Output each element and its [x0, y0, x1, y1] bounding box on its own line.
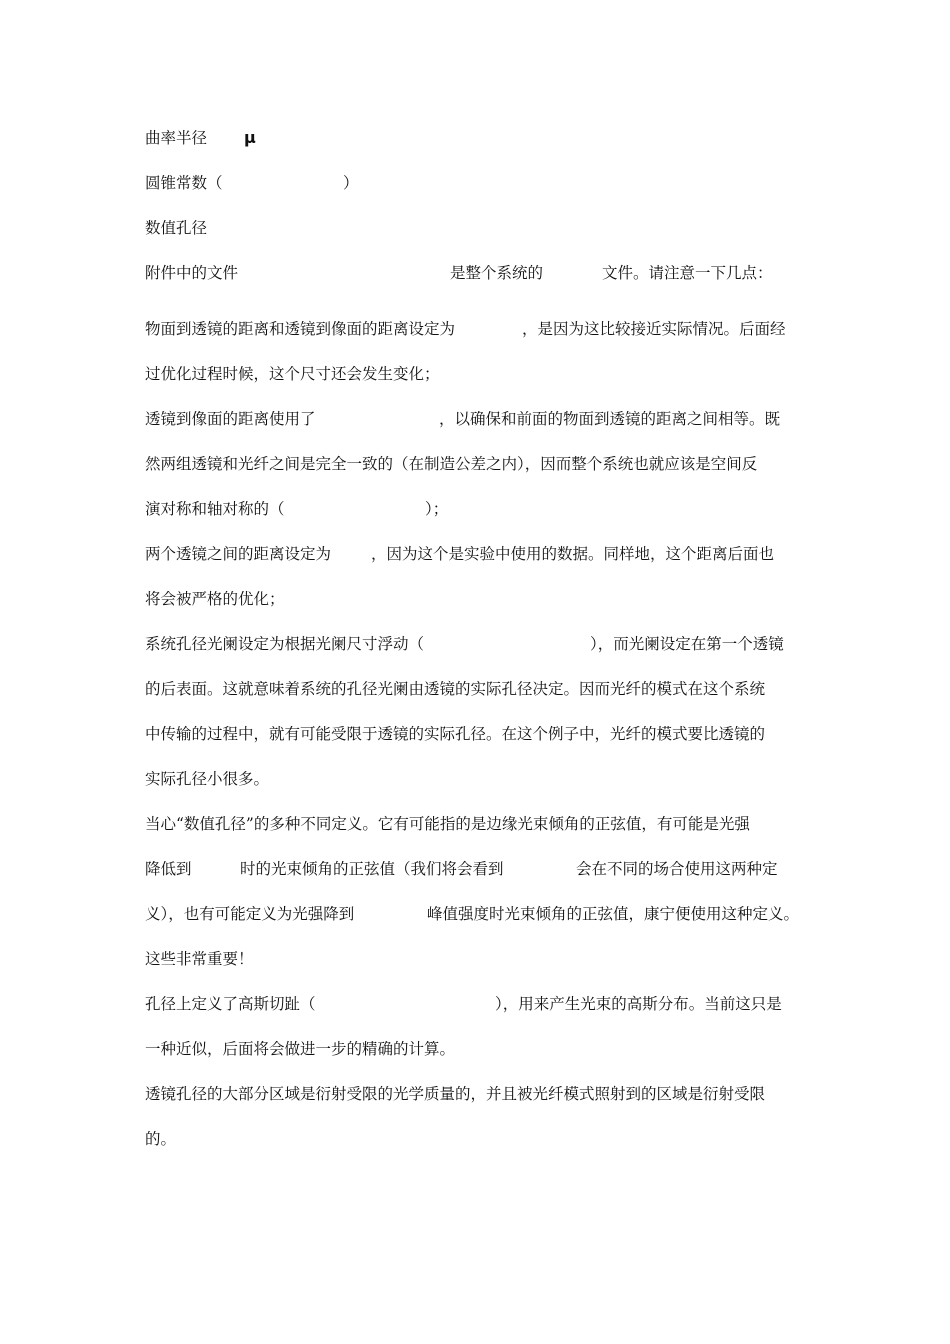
- p5-line4: [145, 945, 825, 973]
- p1-text-a: 物面到透镜的距离和透镜到像面的距离设定为: [145, 320, 456, 338]
- p1-text-b: ，是因为这比较接近实际情况。后面经: [522, 320, 786, 338]
- p2-text-b: ，以确保和前面的物面到透镜的距离之间相等。既: [439, 410, 781, 428]
- p4-line3: [145, 720, 825, 748]
- p2-text-d: 演对称和轴对称的（: [145, 500, 285, 518]
- p1-line1: [145, 315, 825, 343]
- p5-text-e: 义），也有可能定义为光强降到: [145, 905, 355, 923]
- p3-line1: [145, 540, 825, 568]
- attachment-part2: 是整个系统的: [450, 264, 544, 282]
- p5-line2: [145, 855, 825, 883]
- p2-line1: [145, 405, 825, 433]
- p5-text-b: 降低到: [145, 860, 192, 878]
- p5-line1: [145, 810, 825, 838]
- p2-text-e: ）；: [425, 500, 449, 518]
- p3-text-a: 两个透镜之间的距离设定为: [145, 545, 332, 563]
- p6-line1: [145, 990, 825, 1018]
- p2-text-c: 然两组透镜和光纤之间是完全一致的（在制造公差之内），因而整个系统也就应该是空间反: [145, 455, 758, 473]
- p4-line1: [145, 630, 825, 658]
- conic-label: 圆锥常数（: [145, 174, 223, 192]
- p1-text-c: 过优化过程时候，这个尺寸还会发生变化；: [145, 365, 440, 383]
- p6-text-b: ），用来产生光束的高斯分布。当前这只是: [495, 995, 782, 1013]
- p6-text-a: 孔径上定义了高斯切趾（: [145, 995, 316, 1013]
- p7-text-b: 的。: [145, 1130, 177, 1148]
- p5-text-d: 会在不同的场合使用这两种定: [576, 860, 778, 878]
- conic-line: [145, 169, 825, 197]
- p2-line3: [145, 495, 825, 523]
- p3-text-b: ，因为这个是实验中使用的数据。同样地，这个距离后面也: [371, 545, 775, 563]
- p3-text-c: 将会被严格的优化；: [145, 590, 285, 608]
- conic-close: ）: [343, 174, 359, 192]
- p7-line1: [145, 1080, 825, 1108]
- p1-line2: [145, 360, 825, 388]
- p3-line2: [145, 585, 825, 613]
- p5-line3: [145, 900, 825, 928]
- attachment-part3: 文件。请注意一下几点：: [602, 264, 773, 282]
- p4-text-b: ），而光阑设定在第一个透镜: [590, 635, 784, 653]
- radius-label: 曲率半径: [145, 129, 208, 147]
- p4-text-a: 系统孔径光阑设定为根据光阑尺寸浮动（: [145, 635, 425, 653]
- attachment-part1: 附件中的文件: [145, 264, 239, 282]
- p2-text-a: 透镜到像面的距离使用了: [145, 410, 316, 428]
- p7-text-a: 透镜孔径的大部分区域是衍射受限的光学质量的，并且被光纤模式照射到的区域是衍射受限: [145, 1085, 766, 1103]
- na-line: [145, 214, 825, 242]
- p4-text-e: 实际孔径小很多。: [145, 770, 270, 788]
- p6-text-c: 一种近似，后面将会做进一步的精确的计算。: [145, 1040, 456, 1058]
- p2-line2: [145, 450, 825, 478]
- p5-text-g: 这些非常重要！: [145, 950, 254, 968]
- p5-text-a: 当心“数值孔径”的多种不同定义。它有可能指的是边缘光束倾角的正弦值，有可能是光强: [145, 815, 750, 833]
- attachment-line: [145, 259, 825, 287]
- p4-line2: [145, 675, 825, 703]
- p4-line4: [145, 765, 825, 793]
- na-label: 数值孔径: [145, 219, 208, 237]
- p6-line2: [145, 1035, 825, 1063]
- radius-line: [145, 124, 825, 152]
- p4-text-c: 的后表面。这就意味着系统的孔径光阑由透镜的实际孔径决定。因而光纤的模式在这个系统: [145, 680, 766, 698]
- p5-text-c: 时的光束倾角的正弦值（我们将会看到: [240, 860, 504, 878]
- p5-text-f: 峰值强度时光束倾角的正弦值，康宁便使用这种定义。: [427, 905, 800, 923]
- p4-text-d: 中传输的过程中，就有可能受限于透镜的实际孔径。在这个例子中，光纤的模式要比透镜的: [145, 725, 766, 743]
- p7-line2: [145, 1125, 825, 1153]
- radius-unit: μ: [244, 128, 256, 147]
